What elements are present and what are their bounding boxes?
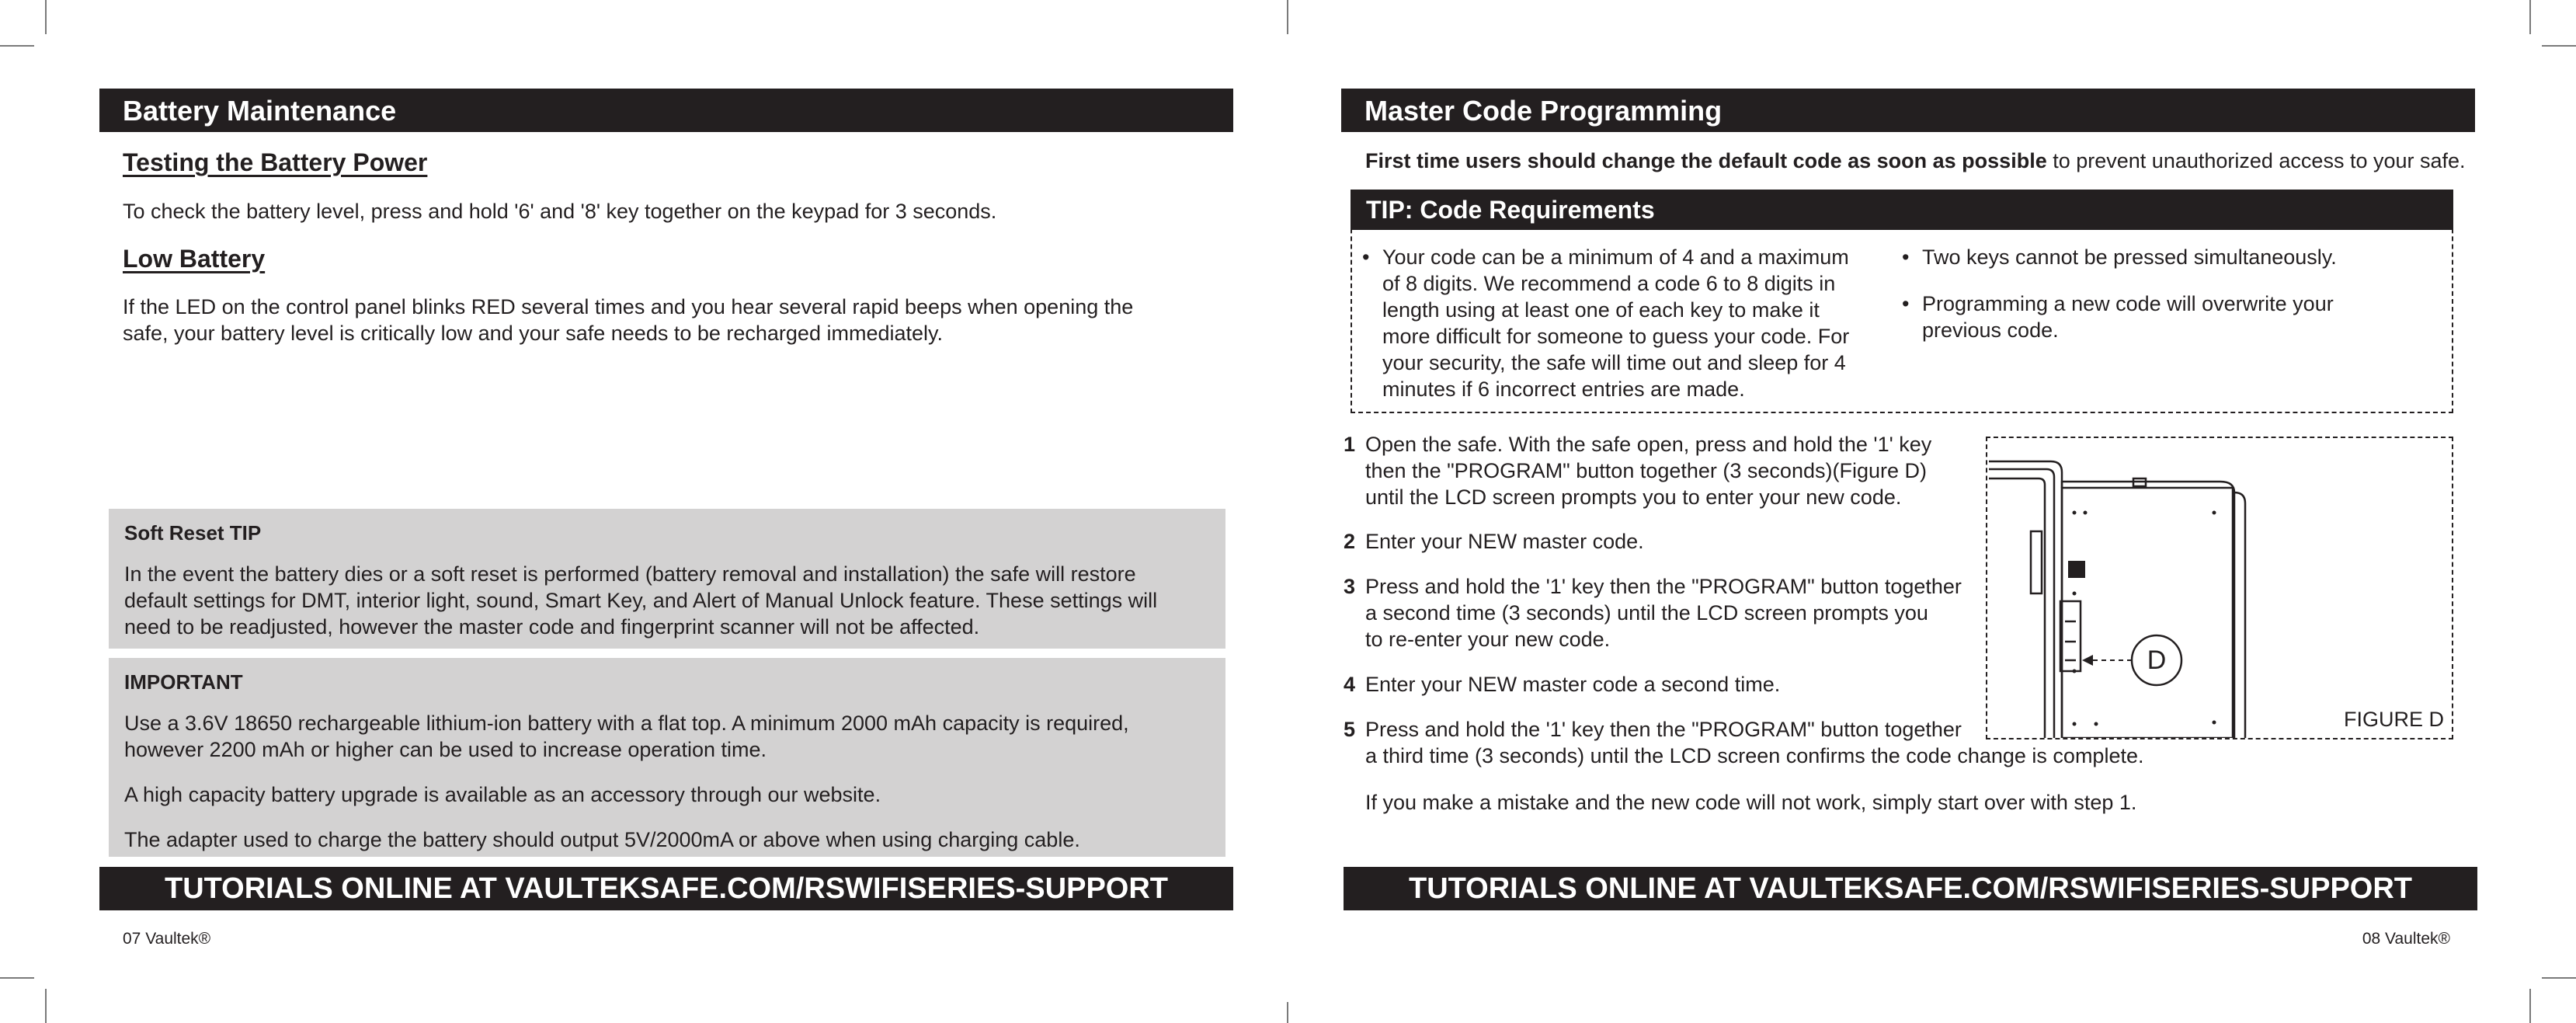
crop-mark [2529, 0, 2531, 34]
step-2 [1344, 528, 1644, 555]
tip-code-requirements-title: TIP: Code Requirements [1351, 190, 2453, 230]
master-code-programming-title: Master Code Programming [1341, 89, 2475, 132]
low-battery-line: If the LED on the control panel blinks RED several times and you hear several rapid beeps when opening the [123, 295, 1134, 318]
bullet-line: length using at least one of each key to make it [1382, 298, 1820, 322]
bullet-dot: • [1902, 245, 1910, 269]
crop-mark [1287, 0, 1288, 34]
step-4 [1344, 671, 1780, 698]
bullet-line: your security, the safe will time out and sleep for 4 [1382, 351, 1846, 374]
low-battery-line: safe, your battery level is critically low and your safe needs to be recharged immediately. [123, 322, 944, 345]
soft-reset-title: Soft Reset TIP [124, 521, 262, 545]
low-battery-heading: Low Battery [123, 245, 266, 273]
step-line: to re-enter your new code. [1365, 628, 1611, 651]
battery-maintenance-title: Battery Maintenance [99, 89, 1233, 132]
step-line: Press and hold the '1' key then the "PROGRAM" button together [1365, 718, 1962, 741]
low-battery-text [123, 294, 1133, 346]
important-title: IMPORTANT [124, 670, 243, 694]
tip-bullet-simultaneous-keys [1902, 244, 2414, 270]
bullet-dot: • [1362, 245, 1370, 269]
bullet-line: of 8 digits. We recommend a code 6 to 8 digits in [1382, 272, 1836, 295]
intro-bold: First time users should change the default code as soon as possible [1365, 149, 2047, 172]
intro-rest: to prevent unauthorized access to your safe. [2046, 149, 2466, 172]
crop-mark [2542, 45, 2576, 47]
important-adapter-note: The adapter used to charge the battery should output 5V/2000mA or above when using charging cable. [124, 828, 1080, 851]
crop-mark [2542, 977, 2576, 979]
step-line: a third time (3 seconds) until the LCD screen confirms the code change is complete. [1365, 744, 2144, 767]
crop-mark [1287, 1002, 1288, 1023]
crop-mark [45, 0, 47, 34]
tip-bullet-code-length [1362, 244, 1890, 402]
tutorials-footer-right: TUTORIALS ONLINE AT VAULTEKSAFE.COM/RSWIFISERIES-SUPPORT [1344, 867, 2477, 910]
soft-reset-text [124, 561, 1210, 640]
testing-battery-text: To check the battery level, press and hold '6' and '8' key together on the keypad for 3 seconds. [123, 200, 997, 223]
step-line: Open the safe. With the safe open, press and hold the '1' key [1365, 433, 1932, 456]
figure-callout-d: D [2147, 645, 2167, 675]
soft-reset-line: need to be readjusted, however the master code and fingerprint scanner will not be affected. [124, 615, 980, 639]
important-battery-spec [124, 710, 1210, 763]
tutorials-footer-left: TUTORIALS ONLINE AT VAULTEKSAFE.COM/RSWIFISERIES-SUPPORT [99, 867, 1233, 910]
tip-bullet-overwrite-code [1902, 291, 2414, 343]
step-line: Enter your NEW master code. [1365, 530, 1644, 553]
crop-mark [0, 45, 34, 47]
step-number: 5 [1344, 718, 1356, 741]
step-1 [1344, 431, 1931, 510]
bullet-line: minutes if 6 incorrect entries are made. [1382, 378, 1745, 401]
soft-reset-tip-box [109, 509, 1225, 649]
bullet-line: Programming a new code will overwrite your [1922, 292, 2334, 315]
important-upgrade-note: A high capacity battery upgrade is available as an accessory through our website. [124, 783, 881, 806]
crop-mark [2529, 989, 2531, 1023]
step-number: 4 [1344, 673, 1356, 696]
page-number-right: 08 Vaultek® [2362, 930, 2450, 948]
page-number-left: 07 Vaultek® [123, 930, 211, 948]
first-time-users-note [1365, 148, 2466, 174]
crop-mark [0, 977, 34, 979]
bullet-line: Your code can be a minimum of 4 and a maximum [1382, 245, 1849, 269]
step-3 [1344, 573, 1962, 652]
soft-reset-line: default settings for DMT, interior light, sound, Smart Key, and Alert of Manual Unlock feature. These settings will [124, 589, 1158, 612]
bullet-line: Two keys cannot be pressed simultaneously. [1922, 245, 2337, 269]
figure-d-box [1986, 437, 2453, 739]
closing-note: If you make a mistake and the new code will not work, simply start over with step 1. [1365, 791, 2137, 814]
step-line: a second time (3 seconds) until the LCD screen prompts you [1365, 601, 1928, 625]
bullet-line: more difficult for someone to guess your code. For [1382, 325, 1850, 348]
figure-d-label: FIGURE D [2343, 708, 2444, 731]
step-line: Enter your NEW master code a second time. [1365, 673, 1781, 696]
step-line: until the LCD screen prompts you to enter your new code. [1365, 485, 1902, 509]
bullet-dot: • [1902, 292, 1910, 315]
important-box [109, 658, 1225, 857]
important-line: Use a 3.6V 18650 rechargeable lithium-ion battery with a flat top. A minimum 2000 mAh capacity is required, [124, 712, 1129, 735]
important-line: however 2200 mAh or higher can be used to increase operation time. [124, 738, 767, 761]
soft-reset-line: In the event the battery dies or a soft reset is performed (battery removal and installation) the safe will restore [124, 562, 1136, 586]
step-line: Press and hold the '1' key then the "PROGRAM" button together [1365, 575, 1962, 598]
step-line: then the "PROGRAM" button together (3 seconds)(Figure D) [1365, 459, 1927, 482]
step-number: 1 [1344, 433, 1356, 456]
crop-mark [45, 989, 47, 1023]
step-number: 2 [1344, 530, 1356, 553]
step-number: 3 [1344, 575, 1356, 598]
testing-battery-heading: Testing the Battery Power [123, 148, 428, 176]
safe-diagram [1987, 438, 2452, 738]
bullet-line: previous code. [1922, 318, 2059, 342]
